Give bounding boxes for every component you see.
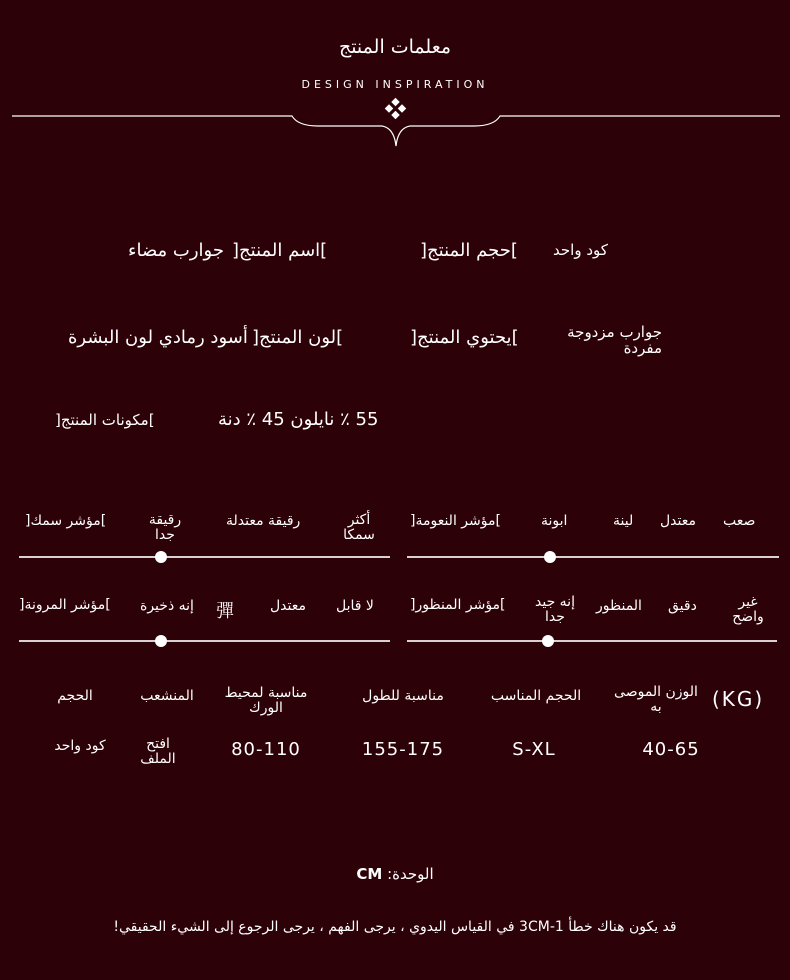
sheerness-option-2: المنظور <box>596 598 642 614</box>
product-size-value: كود واحد <box>553 241 608 259</box>
elasticity-scale-track <box>19 640 390 642</box>
product-color-value: أسود رمادي لون البشرة <box>68 327 248 348</box>
sheerness-option-1: إنه جيد جدا <box>535 594 575 625</box>
table-value-weight: 40-65 <box>642 739 700 760</box>
table-value-hip: 80-110 <box>231 739 301 760</box>
product-material-label: ]مكونات المنتج[ <box>55 411 155 429</box>
sheerness-scale-track <box>407 640 777 642</box>
product-size-label: ]حجم المنتج[ <box>420 240 518 261</box>
sheerness-option-4: غير واضح <box>732 594 764 625</box>
unit-line <box>0 865 790 883</box>
thickness-scale-marker <box>155 551 167 563</box>
table-header-crotch: المنشعب <box>140 688 194 704</box>
unit-value: CM <box>356 865 383 883</box>
elasticity-option-2: 彈 <box>216 601 234 622</box>
thickness-option-thicker: أكثر سمكا <box>343 512 375 543</box>
softness-scale-label: ]مؤشر النعومة[ <box>410 513 501 529</box>
product-contains-value: جوارب مزدوجة مفردة <box>567 323 662 357</box>
table-unit-kg: (KG) <box>712 687 765 711</box>
elasticity-scale-label: ]مؤشر المرونة[ <box>19 597 111 613</box>
table-header-hip: مناسبة لمحيط الورك <box>224 685 308 716</box>
product-name-value: جوارب مضاء <box>128 240 224 261</box>
product-contains-label: ]يحتوي المنتج[ <box>410 327 519 348</box>
product-material-value: 55 ٪ نايلون 45 ٪ دنة <box>218 409 379 430</box>
table-header-weight: الوزن الموصى به <box>614 684 698 715</box>
thickness-scale-label: ]مؤشر سمك[ <box>25 513 107 529</box>
table-value-size: كود واحد <box>54 738 106 754</box>
table-value-fit-size: S-XL <box>512 739 556 760</box>
page-title: معلمات المنتج <box>338 36 452 58</box>
softness-option-4: صعب <box>723 513 756 529</box>
measurement-note: قد يكون هناك خطأ 1-3CM في القياس اليدوي ، يرجى الفهم ، يرجى الرجوع إلى الشيء الحقيقي! <box>113 919 677 935</box>
sheerness-scale-label: ]مؤشر المنظور[ <box>410 597 506 613</box>
unit-label: الوحدة: <box>387 865 434 883</box>
thickness-option-moderate: رقيقة معتدلة <box>226 513 301 529</box>
table-header-size: الحجم <box>57 688 93 704</box>
thickness-option-very-thin: رقيقة جدا <box>148 512 182 543</box>
page-subtitle: DESIGN INSPIRATION <box>301 78 489 91</box>
softness-option-3: معتدل <box>660 513 696 529</box>
table-header-fit-size: الحجم المناسب <box>490 688 582 704</box>
softness-option-1: ابونة <box>541 513 568 529</box>
sheerness-option-3: دقيق <box>668 598 697 614</box>
softness-option-2: لينة <box>613 513 634 529</box>
softness-scale-track <box>407 556 779 558</box>
elasticity-option-4: لا قابل <box>336 598 374 614</box>
table-value-height: 155-175 <box>361 739 445 760</box>
table-value-crotch: افتح الملف <box>140 736 176 767</box>
elasticity-option-1: إنه ذخيرة <box>140 598 194 614</box>
thickness-scale-track <box>19 556 390 558</box>
softness-scale-marker <box>544 551 556 563</box>
product-color-label: ]لون المنتج[ <box>252 327 344 348</box>
elasticity-scale-marker <box>155 635 167 647</box>
product-name-label: ]اسم المنتج[ <box>232 240 328 261</box>
table-header-height: مناسبة للطول <box>362 688 444 704</box>
elasticity-option-3: معتدل <box>270 598 306 614</box>
header-ornament <box>0 95 790 155</box>
sheerness-scale-marker <box>542 635 554 647</box>
